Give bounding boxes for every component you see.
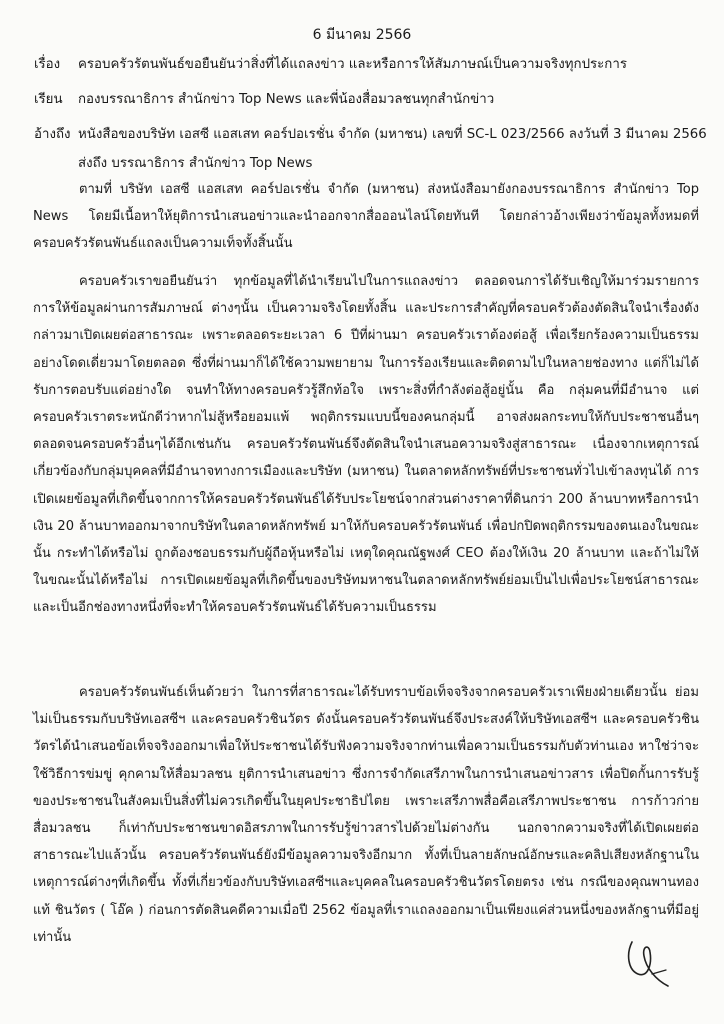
reference-recipient: ส่งถึง บรรณาธิการ สำนักข่าว Top News (78, 156, 313, 171)
reference-label: อ้างถึง (34, 127, 71, 142)
subject-row (34, 53, 704, 74)
signature (622, 934, 674, 990)
to-row (34, 88, 704, 109)
subject-text: ครอบครัวรัตนพันธ์ขอยืนยันว่าสิ่งที่ได้แถลงข่าว และหรือการให้สัมภาษณ์เป็นความจริงทุกประการ (78, 57, 627, 72)
paragraph-2: ครอบครัวเราขอยืนยันว่า ทุกข้อมูลที่ได้นำเรียนไปในการแถลงข่าว ตลอดจนการได้รับเชิญให้มาร่วมรายการ การให้ข้อมูลผ่านการสัมภาษณ์ ต่างๆนั้น เป็นความจริงโดยทั้งสิ้น และประการสำคัญที่ครอบครัวต้องตัดสินใจนำเรื่องดังกล่าวมาเปิดเผยต่อสาธารณะ เพราะตลอดระยะเวลา 6 ปีที่ผ่านมา ครอบครัวเราต้องต่อสู้ เพื่อเรียกร้องความเป็นธรรม อย่างโดดเดี่ยวมาโดยตลอด ซึ่งที่ผ่านมาก็ได้ใช้ความพยายาม ในการร้องเรียนและติดตามไปในหลายช่องทาง แต่ก็ไม่ได้รับการตอบรับแต่อย่างใด จนทำให้ทางครอบครัวรู้สึกท้อใจ เพราะสิ่งที่กำลังต่อสู้อยู่นั้น คือ กลุ่มคนที่มีอำนาจ แต่ครอบครัวเราตระหนักดีว่าหากไม่สู้หรือยอมแพ้ พฤติกรรมแบบนี้ของคนกลุ่มนี้ อาจส่งผลกระทบให้กับประชาชนอื่นๆ ตลอดจนครอบครัวอื่นๆได้อีกเช่นกัน ครอบครัวรัตนพันธ์จึงตัดสินใจนำเสนอความจริงสู่สาธารณะ เนื่องจากเหตุการณ์เกี่ยวข้องกับกลุ่มบุคคลที่มีอำนาจทางการเมืองและบริษัท (มหาชน) ในตลาดหลักทรัพย์ที่ประชาชนทั่วไปเข้าลงทุนได้ การเปิดเผยข้อมูลที่เกิดขึ้นจากการให้ครอบครัวรัตนพันธ์ได้รับประโยชน์จากส่วนต่างราคาที่ดินกว่า 200 ล้านบาทหรือการนำเงิน 20 ล้านบาทออกมาจากบริษัทในตลาดหลักทรัพย์ มาให้กับครอบครัวรัตนพันธ์ เพื่อปกปิดพฤติกรรมของตนเองในขณะนั้น กระทำได้หรือไม่ ถูกต้องชอบธรรมกับผู้ถือหุ้นหรือไม่ เหตุใดคุณณัฐพงศ์ CEO ต้องให้เงิน 20 ล้านบาท และถ้าไม่ให้ในขณะนั้นได้หรือไม่ การเปิดเผยข้อมูลที่เกิดขึ้นของบริษัทมหาชนในตลาดหลักทรัพย์ย่อมเป็นไปเพื่อประโยชน์สาธารณะ และเป็นอีกช่องทางหนึ่งที่จะทำให้ครอบครัวรัตนพันธ์ได้รับความเป็นธรรม (33, 274, 699, 616)
reference-text: หนังสือของบริษัท เอสซี แอสเสท คอร์ปอเรชั่น จำกัด (มหาชน) เลขที่ SC-L 023/2566 ลงวันที่ 3 มีนาคม 2566 (78, 127, 707, 142)
paragraph-1: ตามที่ บริษัท เอสซี แอสเสท คอร์ปอเรชั่น จำกัด (มหาชน) ส่งหนังสือมายังกองบรรณาธิการ สำนักข่าว Top News โดยมีเนื้อหาให้ยุติการนำเสนอข่าวและนำออกจากสื่อออนไลน์โดยทันที โดยกล่าวอ้างเพียงว่าข้อมูลทั้งหมดที่ครอบครัวรัตนพันธ์แถลงเป็นความเท็จทั้งสิ้นนั้น (33, 182, 699, 252)
subject-label: เรื่อง (34, 57, 61, 72)
letter-date: 6 มีนาคม 2566 (312, 27, 412, 43)
paragraph-3: ครอบครัวรัตนพันธ์เห็นด้วยว่า ในการที่สาธารณะได้รับทราบข้อเท็จจริงจากครอบครัวเราเพียงฝ่ายเดียวนั้น ย่อมไม่เป็นธรรมกับบริษัทเอสซีฯ และครอบครัวชินวัตร ดังนั้นครอบครัวรัตนพันธ์จึงประสงค์ให้บริษัทเอสซีฯ และครอบครัวชินวัตรได้นำเสนอข้อเท็จจริงออกมาเพื่อให้ประชาชนได้รับฟังความจริงจากท่านเพื่อความเป็นธรรมกับตัวท่านเอง หาใช่ว่าจะใช้วิธีการข่มขู่ คุกคามให้สื่อมวลชน ยุติการนำเสนอข่าว ซึ่งการจำกัดเสรีภาพในการนำเสนอข่าวสาร เพื่อปิดกั้นการรับรู้ของประชาชนในสังคมเป็นสิ่งที่ไม่ควรเกิดขึ้นในยุคประชาธิปไตย เพราะเสรีภาพสื่อคือเสรีภาพประชาชน การก้าวก่ายสื่อมวลชน ก็เท่ากับประชาชนขาดอิสรภาพในการรับรู้ข่าวสารไปด้วยไม่ต่างกัน นอกจากความจริงที่ได้เปิดเผยต่อสาธารณะไปแล้วนั้น ครอบครัวรัตนพันธ์ยังมีข้อมูลความจริงอีกมาก ทั้งที่เป็นลายลักษณ์อักษรและคลิปเสียงหลักฐานในเหตุการณ์ต่างๆที่เกิดขึ้น ทั้งที่เกี่ยวข้องกับบริษัทเอสซีฯและบุคคลในครอบครัวชินวัตรโดยตรง เช่น กรณีของคุณพานทองแท้ ชินวัตร ( โอ๊ค ) ก่อนการตัดสินคดีความเมื่อปี 2562 ข้อมูลที่เราแถลงออกมาเป็นเพียงแค่ส่วนหนึ่งของหลักฐานที่มีอยู่เท่านั้น (33, 685, 699, 945)
reference-row (34, 123, 707, 144)
to-label: เรียน (34, 92, 63, 107)
to-text: กองบรรณาธิการ สำนักข่าว Top News และพี่น้องสื่อมวลชนทุกสำนักข่าว (78, 92, 495, 107)
